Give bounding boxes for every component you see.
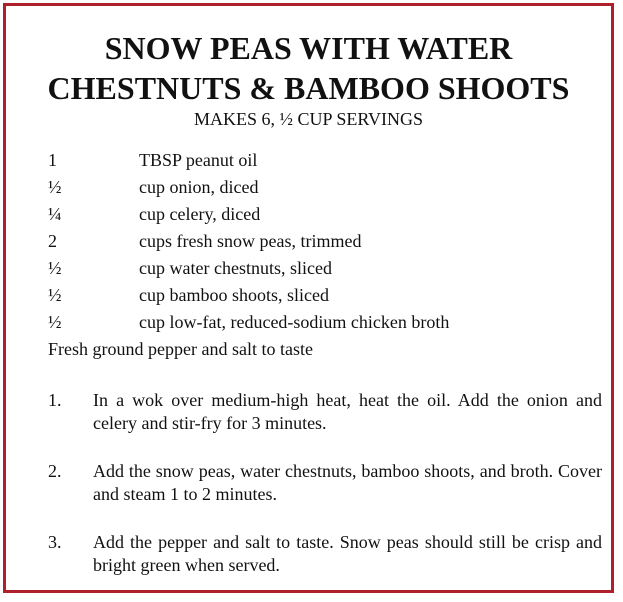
ingredient-item (48, 228, 608, 255)
ingredient-list (48, 147, 608, 363)
seasoning-note: Fresh ground pepper and salt to taste (48, 339, 313, 359)
recipe-title (6, 28, 611, 108)
ingredient-text: cup bamboo shoots, sliced (139, 285, 329, 305)
step-number: 1. (48, 390, 62, 410)
ingredient-text: cup celery, diced (139, 204, 261, 224)
ingredient-item (48, 282, 608, 309)
ingredient-text: cup onion, diced (139, 177, 259, 197)
instruction-step (48, 531, 602, 577)
ingredient-quantity: ½ (48, 285, 62, 305)
instruction-step (48, 389, 602, 435)
ingredient-quantity: 1 (48, 150, 57, 170)
ingredient-quantity: ½ (48, 177, 62, 197)
ingredient-item (48, 174, 608, 201)
ingredient-quantity: ½ (48, 258, 62, 278)
step-text: In a wok over medium-high heat, heat the oil. Add the onion and celery and stir-fry for 3 minutes. (93, 390, 602, 433)
ingredient-item (48, 309, 608, 336)
ingredient-item (48, 255, 608, 282)
step-number: 2. (48, 461, 62, 481)
ingredient-item (48, 147, 608, 174)
title-line-2: CHESTNUTS & BAMBOO SHOOTS (47, 70, 570, 106)
ingredient-text: cup water chestnuts, sliced (139, 258, 332, 278)
ingredient-item (48, 201, 608, 228)
title-line-1: SNOW PEAS WITH WATER (104, 30, 513, 66)
step-text: Add the pepper and salt to taste. Snow peas should still be crisp and bright green when served. (93, 532, 602, 575)
recipe-card (3, 3, 614, 593)
servings-subtitle: MAKES 6, ½ CUP SERVINGS (194, 109, 423, 129)
instruction-list (48, 389, 602, 602)
step-number: 3. (48, 532, 62, 552)
ingredient-text: cups fresh snow peas, trimmed (139, 231, 362, 251)
ingredient-quantity: ¼ (48, 204, 62, 224)
instruction-step (48, 460, 602, 506)
ingredient-quantity: ½ (48, 312, 62, 332)
ingredient-text: TBSP peanut oil (139, 150, 258, 170)
ingredient-text: cup low-fat, reduced-sodium chicken broth (139, 312, 450, 332)
ingredient-quantity: 2 (48, 231, 57, 251)
step-text: Add the snow peas, water chestnuts, bamboo shoots, and broth. Cover and steam 1 to 2 minutes. (93, 461, 602, 504)
